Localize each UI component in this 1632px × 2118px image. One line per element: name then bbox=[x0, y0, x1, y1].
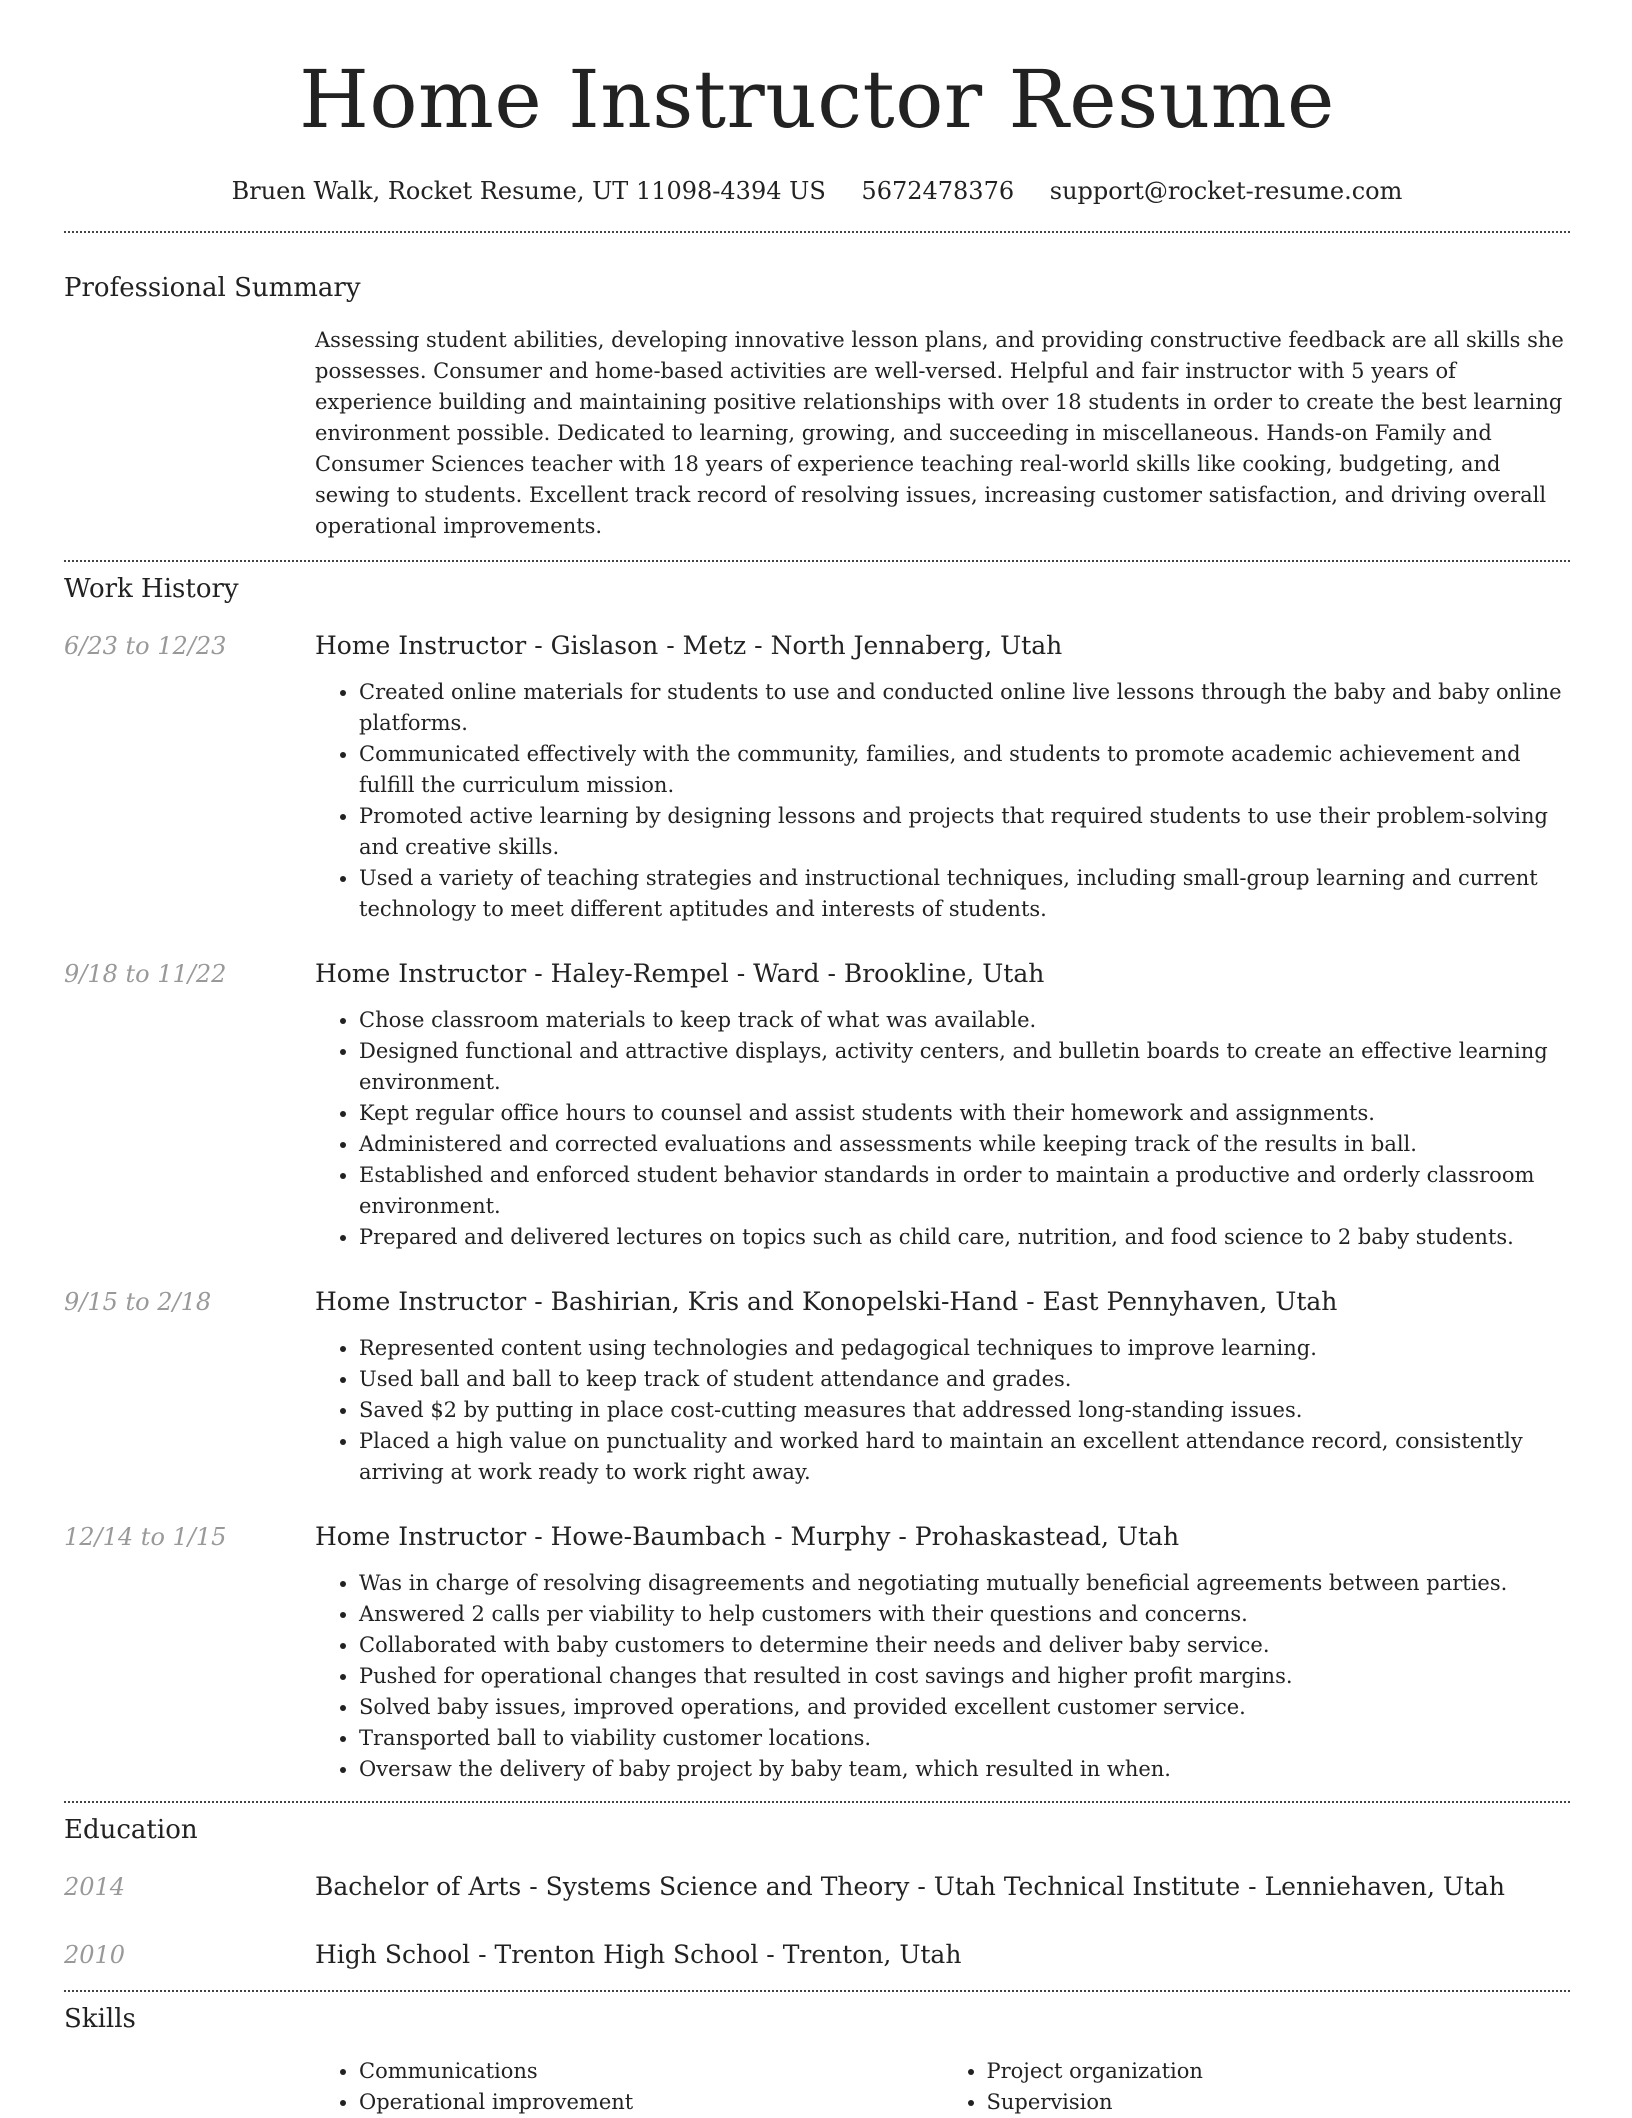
list-item: • Saved $2 by putting in place cost-cutting measures that addressed long-standing issues. bbox=[359, 1395, 1570, 1426]
list-item: • Collaborated with baby customers to determine their needs and deliver baby service. bbox=[359, 1630, 1570, 1661]
list-item: • Answered 2 calls per viability to help customers with their questions and concerns. bbox=[359, 1599, 1570, 1630]
list-item: • Transported ball to viability customer locations. bbox=[359, 1723, 1570, 1754]
list-item: • Pushed for operational changes that resulted in cost savings and higher profit margins. bbox=[359, 1661, 1570, 1692]
list-item: • Promoted active learning by designing lessons and projects that required students to use their problem-solving and creative skills. bbox=[359, 801, 1570, 863]
list-item: • Used ball and ball to keep track of student attendance and grades. bbox=[359, 1364, 1570, 1395]
list-item: • Oversaw the delivery of baby project by baby team, which resulted in when. bbox=[359, 1754, 1570, 1785]
list-item: • Represented content using technologies and pedagogical techniques to improve learning. bbox=[359, 1333, 1570, 1364]
divider bbox=[64, 231, 1570, 233]
job-title: Home Instructor - Haley-Rempel - Ward - Brookline, Utah bbox=[315, 959, 1045, 988]
skill-item: • Operational improvement bbox=[359, 2087, 943, 2118]
divider bbox=[64, 1990, 1570, 1992]
job-bullets bbox=[315, 677, 1570, 925]
list-item: • Established and enforced student behavior standards in order to maintain a productive and orderly classroom environment. bbox=[359, 1160, 1570, 1222]
list-item: • Placed a high value on punctuality and worked hard to maintain an excellent attendance record, consistently arriving at work ready to work right away. bbox=[359, 1426, 1570, 1488]
job-dates: 9/18 to 11/22 bbox=[64, 960, 227, 988]
email: support@rocket-resume.com bbox=[1049, 177, 1403, 205]
list-item: • Communicated effectively with the community, families, and students to promote academic achievement and fulfill the curriculum mission. bbox=[359, 739, 1570, 801]
list-item: • Prepared and delivered lectures on topics such as child care, nutrition, and food science to 2 baby students. bbox=[359, 1222, 1570, 1253]
job-entry bbox=[64, 629, 1570, 925]
education-heading: Education bbox=[64, 1815, 198, 1845]
job-dates: 6/23 to 12/23 bbox=[64, 632, 227, 660]
job-dates: 9/15 to 2/18 bbox=[64, 1288, 212, 1316]
education-entry bbox=[64, 1938, 1570, 1972]
list-item: • Administered and corrected evaluations and assessments while keeping track of the results in ball. bbox=[359, 1129, 1570, 1160]
list-item: • Created online materials for students to use and conducted online live lessons through the baby and baby online platforms. bbox=[359, 677, 1570, 739]
list-item: • Kept regular office hours to counsel and assist students with their homework and assignments. bbox=[359, 1098, 1570, 1129]
job-entry bbox=[64, 957, 1570, 1253]
job-entry bbox=[64, 1285, 1570, 1488]
job-bullets bbox=[315, 1005, 1570, 1253]
job-title: Home Instructor - Howe-Baumbach - Murphy - Prohaskastead, Utah bbox=[315, 1522, 1180, 1551]
skills-column-left bbox=[315, 2056, 943, 2118]
divider bbox=[64, 560, 1570, 562]
skills-list bbox=[315, 2056, 1570, 2118]
summary-heading: Professional Summary bbox=[64, 273, 361, 303]
list-item: • Solved baby issues, improved operations, and provided excellent customer service. bbox=[359, 1692, 1570, 1723]
list-item: • Used a variety of teaching strategies and instructional techniques, including small-group learning and current technology to meet different aptitudes and interests of students. bbox=[359, 863, 1570, 925]
contact-line bbox=[64, 175, 1570, 207]
address: Bruen Walk, Rocket Resume, UT 11098-4394 US bbox=[231, 177, 826, 205]
education-entry bbox=[64, 1870, 1570, 1904]
job-bullets bbox=[315, 1333, 1570, 1488]
resume-title: Home Instructor Resume bbox=[299, 53, 1335, 146]
work-history-heading: Work History bbox=[64, 574, 239, 604]
job-entry bbox=[64, 1520, 1570, 1785]
list-item: • Was in charge of resolving disagreements and negotiating mutually beneficial agreements between parties. bbox=[359, 1568, 1570, 1599]
education-title: Bachelor of Arts - Systems Science and Theory - Utah Technical Institute - Lenniehaven, Utah bbox=[315, 1872, 1506, 1901]
job-bullets bbox=[315, 1568, 1570, 1785]
job-title: Home Instructor - Bashirian, Kris and Konopelski-Hand - East Pennyhaven, Utah bbox=[315, 1287, 1338, 1316]
education-year: 2014 bbox=[64, 1873, 126, 1901]
skill-item: • Project organization bbox=[987, 2056, 1571, 2087]
phone: 5672478376 bbox=[861, 177, 1015, 205]
resume-page bbox=[64, 0, 1570, 2118]
list-item: • Designed functional and attractive displays, activity centers, and bulletin boards to create an effective learning environment. bbox=[359, 1036, 1570, 1098]
summary-text: Assessing student abilities, developing innovative lesson plans, and providing constructive feedback are all skills she possesses. Consumer and home-based activities are well-versed. Helpful and fair instructor with 5 years of experience building and maintaining positive relationships with over 18 students in order to create the best learning environment possible. Dedicated to learning, growing, and succeeding in miscellaneous. Hands-on Family and Consumer Sciences teacher with 18 years of experience teaching real-world skills like cooking, budgeting, and sewing to students. Excellent track record of resolving issues, increasing customer satisfaction, and driving overall operational improvements. bbox=[315, 328, 1564, 538]
skills-heading: Skills bbox=[64, 2004, 136, 2034]
education-title: High School - Trenton High School - Trenton, Utah bbox=[315, 1940, 962, 1969]
education-year: 2010 bbox=[64, 1941, 126, 1969]
skill-item: • Supervision bbox=[987, 2087, 1571, 2118]
divider bbox=[64, 1801, 1570, 1803]
job-title: Home Instructor - Gislason - Metz - North Jennaberg, Utah bbox=[315, 631, 1063, 660]
list-item: • Chose classroom materials to keep track of what was available. bbox=[359, 1005, 1570, 1036]
job-dates: 12/14 to 1/15 bbox=[64, 1523, 227, 1551]
skill-item: • Communications bbox=[359, 2056, 943, 2087]
skills-column-right bbox=[943, 2056, 1571, 2118]
